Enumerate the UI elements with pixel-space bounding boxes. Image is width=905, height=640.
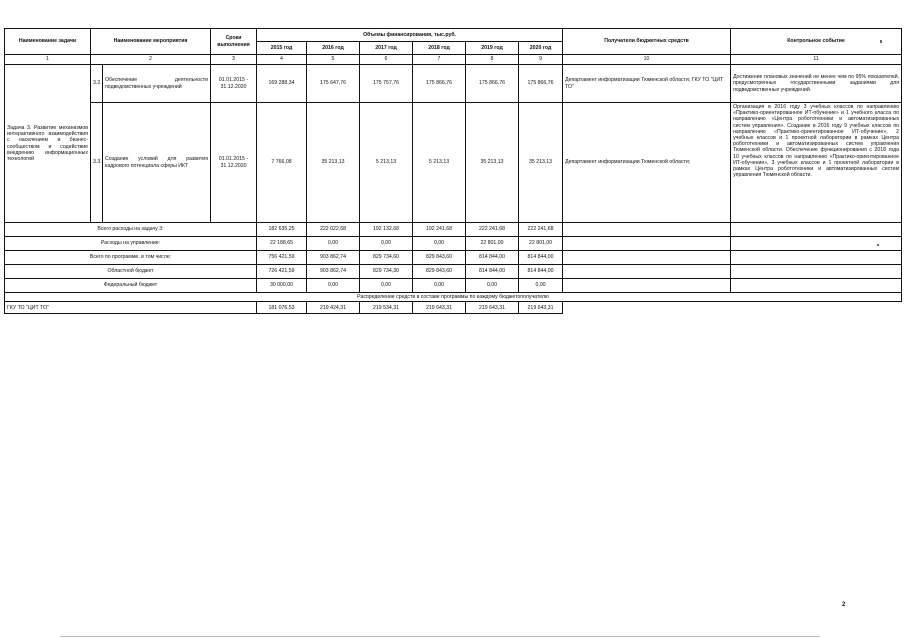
header-year: 2020 год — [519, 42, 563, 55]
page-number: 2 — [842, 602, 846, 608]
col-number: 4 — [257, 55, 307, 65]
control-event-cell: Достижение плановых значений не менее чем по 95% показателей, предусмотренных государственными заданиями для подведомственных учреждений. — [731, 65, 902, 103]
empty-cell — [563, 265, 731, 279]
total-value: 903 862,74 — [307, 251, 360, 265]
distribution-row — [5, 302, 902, 314]
header-recipients: Получатели бюджетных средств — [563, 29, 731, 55]
empty-cell — [563, 251, 731, 265]
header-row — [5, 29, 902, 42]
distribution-value: 219 534,31 — [360, 302, 413, 314]
header-task-name: Наименование задачи — [5, 29, 91, 55]
funding-table — [4, 28, 902, 314]
empty-cell — [563, 223, 731, 237]
value-cell: 175 866,76 — [413, 65, 466, 103]
scan-edge-line — [60, 636, 820, 637]
total-value: 30 000,00 — [257, 279, 307, 293]
total-value: 0,00 — [307, 237, 360, 251]
control-event-cell: Организация в 2016 году 3 учебных классов по направлению «Практико-ориентированное ИТ-обучение» и 1 учебного класса по направлению «Центра робототехники и автоматизированных систем управления». Создание в 2016 году 9 учебных классов по направлению «Практико-ориентированное ИТ-обучение», 2 учебных классов и 1 проектной лаборатории в рамках Центра робототехники и автоматизированных систем управления Тюменской области. Обеспечение функционирования с 2018 года 10 учебных классов по направлению «Практико-ориентированное ИТ-обучение», 3 учебных классов и 1 проектной лаборатории в рамках Центра робототехники и автоматизированных систем управления Тюменской области. — [731, 103, 902, 223]
header-year: 2018 год — [413, 42, 466, 55]
total-value: 756 421,59 — [257, 251, 307, 265]
value-cell: 5 213,13 — [360, 103, 413, 223]
value-cell: 175 757,76 — [360, 65, 413, 103]
distribution-value: 219 643,31 — [466, 302, 519, 314]
col-number: 6 — [360, 55, 413, 65]
col-number: 9 — [519, 55, 563, 65]
value-cell: 175 866,76 — [519, 65, 563, 103]
total-value: 22 801,00 — [466, 237, 519, 251]
task-description: Задача 3. Развитие механизмов интерактивного взаимодействия с населением и бизнес-сообществом и содействие внедрению информационных технологий — [5, 65, 91, 223]
recipient-cell: Департамент информатизации Тюменской области; ГКУ ТО "ЦИТ ТО" — [563, 65, 731, 103]
total-value: 814 844,00 — [466, 251, 519, 265]
distribution-value: 181 076,53 — [257, 302, 307, 314]
total-value: 222 241,68 — [466, 223, 519, 237]
value-cell: 5 213,13 — [413, 103, 466, 223]
total-value: 829 734,60 — [360, 251, 413, 265]
total-row — [5, 223, 902, 237]
distribution-value: 219 643,31 — [413, 302, 466, 314]
total-value: 726 421,59 — [257, 265, 307, 279]
distribution-value: 219 424,31 — [307, 302, 360, 314]
distribution-caption-row — [5, 293, 902, 302]
total-value: 814 844,00 — [519, 251, 563, 265]
total-value: 22 801,00 — [519, 237, 563, 251]
measure-name: Обеспечение деятельности подведомственных учреждений — [103, 65, 211, 103]
value-cell: 35 213,13 — [519, 103, 563, 223]
total-row — [5, 265, 902, 279]
total-label: Всего расходы на задачу 3: — [5, 223, 257, 237]
distribution-recipient: ГКУ ТО "ЦИТ ТО" — [5, 302, 257, 314]
header-year: 2016 год — [307, 42, 360, 55]
scan-speck — [880, 40, 882, 43]
total-value: 182 635,25 — [257, 223, 307, 237]
total-value: 814 844,00 — [466, 265, 519, 279]
measure-deadline: 01.01.2015 - 31.12.2020 — [211, 65, 257, 103]
total-row — [5, 279, 902, 293]
total-value: 0,00 — [413, 237, 466, 251]
value-cell: 7 766,08 — [257, 103, 307, 223]
total-row — [5, 237, 902, 251]
table-row — [5, 65, 902, 103]
header-measure-name: Наименование мероприятия — [91, 29, 211, 55]
total-value: 222 022,68 — [307, 223, 360, 237]
measure-number: 3.3. — [91, 103, 103, 223]
total-value: 829 734,30 — [360, 265, 413, 279]
total-value: 222 241,68 — [519, 223, 563, 237]
value-cell: 35 213,13 — [466, 103, 519, 223]
empty-cell — [563, 279, 731, 293]
measure-number: 3.2. — [91, 65, 103, 103]
distribution-value: 219 643,31 — [519, 302, 563, 314]
empty-cell — [563, 302, 731, 314]
col-number: 5 — [307, 55, 360, 65]
total-value: 0,00 — [307, 279, 360, 293]
value-cell: 175 866,76 — [466, 65, 519, 103]
empty-cell — [731, 251, 902, 265]
empty-cell — [731, 237, 902, 251]
total-label: Областной бюджет — [5, 265, 257, 279]
empty-cell — [563, 237, 731, 251]
total-value: 829 843,60 — [413, 265, 466, 279]
empty-cell — [731, 302, 902, 314]
scan-speck — [877, 244, 879, 246]
total-value: 192 132,68 — [360, 223, 413, 237]
total-value: 0,00 — [413, 279, 466, 293]
total-value: 814 844,00 — [519, 265, 563, 279]
total-value: 903 862,74 — [307, 265, 360, 279]
distribution-caption: Распределение средств в составе программы по каждому бюджетополучателю — [5, 293, 902, 302]
empty-cell — [731, 223, 902, 237]
total-value: 829 843,60 — [413, 251, 466, 265]
value-cell: 169 288,34 — [257, 65, 307, 103]
header-year: 2019 год — [466, 42, 519, 55]
total-value: 192 241,68 — [413, 223, 466, 237]
recipient-cell: Департамент информатизации Тюменской области; — [563, 103, 731, 223]
header-control-event: Контрольное событие — [731, 29, 902, 55]
empty-cell — [731, 279, 902, 293]
measure-deadline: 01.01.2015 - 31.12.2020 — [211, 103, 257, 223]
measure-name: Создание условий для развития кадрового потенциала сферы ИКТ — [103, 103, 211, 223]
header-funding-group: Объемы финансирования, тыс.руб. — [257, 29, 563, 42]
col-number: 1 — [5, 55, 91, 65]
header-year: 2015 год — [257, 42, 307, 55]
total-value: 0,00 — [519, 279, 563, 293]
col-number: 3 — [211, 55, 257, 65]
table-row — [5, 103, 902, 223]
column-number-row — [5, 55, 902, 65]
header-deadline: Сроки выполнения — [211, 29, 257, 55]
total-value: 0,00 — [360, 237, 413, 251]
total-row — [5, 251, 902, 265]
header-year: 2017 год — [360, 42, 413, 55]
value-cell: 35 213,13 — [307, 103, 360, 223]
col-number: 7 — [413, 55, 466, 65]
col-number: 8 — [466, 55, 519, 65]
total-value: 0,00 — [360, 279, 413, 293]
col-number: 11 — [731, 55, 902, 65]
total-label: Расходы на управление: — [5, 237, 257, 251]
empty-cell — [731, 265, 902, 279]
col-number: 10 — [563, 55, 731, 65]
total-label: Федеральный бюджет — [5, 279, 257, 293]
total-label: Всего по программе, в том числе: — [5, 251, 257, 265]
value-cell: 175 647,76 — [307, 65, 360, 103]
total-value: 22 188,65 — [257, 237, 307, 251]
total-value: 0,00 — [466, 279, 519, 293]
budget-table-sheet — [4, 28, 901, 314]
col-number: 2 — [91, 55, 211, 65]
